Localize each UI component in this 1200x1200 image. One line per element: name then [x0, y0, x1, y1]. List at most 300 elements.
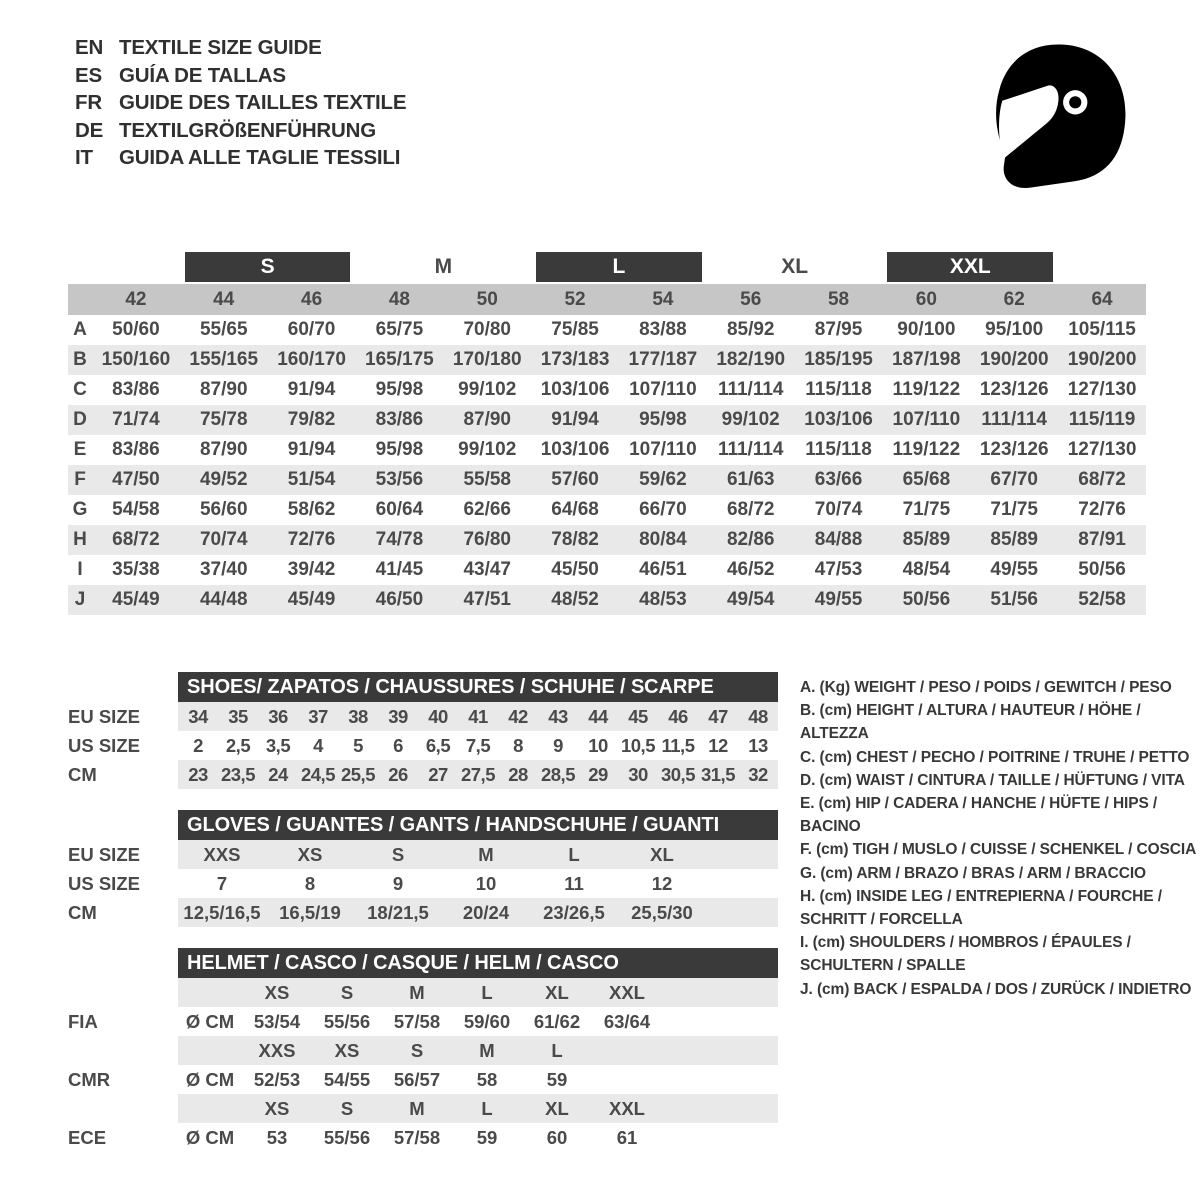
- measurement-cell: 35/38: [112, 559, 160, 580]
- measurement-cell: 74/78: [355, 525, 443, 555]
- row-letter: E: [73, 439, 87, 460]
- row-values: [178, 1007, 778, 1036]
- row-label: US SIZE: [68, 873, 140, 894]
- size-cell: M: [409, 982, 425, 1003]
- size-cell: 10: [475, 873, 497, 894]
- language-label: GUIDA ALLE TAGLIE TESSILI: [119, 146, 401, 169]
- size-number-cell: 64: [1058, 284, 1146, 315]
- measurement-row: [68, 375, 1146, 405]
- size-cell: XXL: [609, 982, 645, 1003]
- size-cell: 8: [513, 735, 523, 756]
- size-cell: XL: [650, 844, 674, 865]
- size-cell: 60: [546, 1127, 568, 1148]
- measurement-cell: 83/86: [355, 405, 443, 435]
- legend-text: TIGH / MUSLO / CUISSE / SCHENKEL / COSCIA: [852, 841, 1197, 859]
- language-code: FR: [75, 91, 102, 114]
- measurement-cell: 52/58: [1058, 585, 1146, 615]
- spacer-cell: [68, 250, 180, 284]
- language-row: [75, 144, 406, 172]
- size-cell: 10,5: [620, 735, 655, 756]
- size-cell: 23,5: [220, 764, 255, 785]
- size-cell: XS: [334, 1040, 360, 1061]
- legend-text: ARM / BRAZO / BRAS / ARM / BRACCIO: [856, 864, 1146, 882]
- size-cell: 42: [508, 706, 528, 727]
- language-code: ES: [75, 63, 102, 87]
- size-cell: XS: [264, 982, 290, 1003]
- helmet-value-row: [68, 1007, 780, 1036]
- spacer-cell: [1058, 250, 1146, 284]
- size-cell: XXL: [609, 1098, 645, 1119]
- measurement-cell: 83/88: [639, 319, 687, 340]
- size-cell: 25,5: [340, 764, 375, 785]
- row-values: [178, 731, 778, 760]
- language-code: DE: [75, 118, 104, 142]
- language-header: [75, 34, 406, 172]
- size-group-label: XXL: [887, 252, 1053, 282]
- measurement-row: [68, 555, 1146, 585]
- row-label: CM: [68, 764, 97, 785]
- measurement-cell: 83/86: [112, 439, 160, 460]
- legend-text: HIP / CADERA / HANCHE / HÜFTE / HIPS / BACINO: [800, 795, 1158, 836]
- size-cell: 46: [668, 706, 688, 727]
- measurement-cell: 123/126: [979, 379, 1049, 400]
- measurement-cell: 95/100: [985, 319, 1044, 340]
- measurement-cell: 177/187: [619, 345, 707, 375]
- measurement-row: [68, 435, 1146, 465]
- size-cell: 44: [588, 706, 608, 727]
- measurement-row: [68, 495, 1146, 525]
- helmet-size-row: [68, 1094, 780, 1123]
- measurement-cell: 87/91: [1058, 525, 1146, 555]
- row-values: [178, 840, 778, 869]
- legend-unit: (cm): [816, 841, 853, 859]
- measurement-cell: 55/58: [443, 465, 531, 495]
- size-cell: 31,5: [700, 764, 735, 785]
- helmet-size-row: [68, 978, 780, 1007]
- size-cell: S: [340, 1098, 354, 1119]
- measurement-cell: 119/122: [892, 379, 961, 400]
- legend-unit: (cm): [816, 980, 854, 998]
- size-group-cell: [707, 250, 883, 284]
- row-letter: F: [68, 465, 92, 495]
- measurement-cell: 60/70: [287, 319, 336, 340]
- helmet-value-row: [68, 1123, 780, 1152]
- size-cell: 26: [388, 764, 408, 785]
- measurement-cell: 71/75: [990, 499, 1038, 520]
- legend-unit: (cm): [819, 887, 857, 905]
- measurement-cell: 70/74: [814, 499, 863, 520]
- legend-unit: (Kg): [819, 679, 855, 696]
- measurement-cell: 58/62: [287, 499, 336, 520]
- size-group-label: L: [536, 252, 702, 282]
- measurement-cell: 91/94: [287, 439, 336, 460]
- measurement-row: [68, 345, 1146, 375]
- measurement-cell: 57/60: [531, 465, 619, 495]
- size-cell: 25,5/30: [631, 902, 693, 923]
- measurement-cell: 55/65: [199, 319, 248, 340]
- measurement-cell: 71/75: [902, 499, 951, 520]
- measurement-cell: 54/58: [112, 499, 160, 520]
- measurement-cell: 80/84: [619, 525, 707, 555]
- size-cell: 2: [193, 735, 203, 756]
- size-cell: 30,5: [660, 764, 695, 785]
- language-code: EN: [75, 36, 104, 59]
- size-cell: 24,5: [300, 764, 335, 785]
- size-cell: 12: [708, 735, 728, 756]
- measurement-cell: 47/51: [443, 585, 531, 615]
- size-cell: S: [391, 844, 405, 865]
- measurement-cell: 60/64: [375, 499, 424, 520]
- size-cell: 20/24: [462, 902, 510, 923]
- size-row: [68, 840, 780, 869]
- size-group-label: S: [185, 252, 351, 282]
- size-cell: 12,5/16,5: [183, 902, 261, 923]
- measurement-cell: 85/89: [882, 525, 970, 555]
- helmet-size-row: [68, 1036, 780, 1065]
- measurement-cell: 53/56: [355, 465, 443, 495]
- standard-label: FIA: [68, 1011, 98, 1032]
- measurement-cell: 127/130: [1067, 379, 1137, 400]
- size-cell: 40: [428, 706, 448, 727]
- measurement-row: [68, 585, 1146, 615]
- row-label: [68, 1094, 178, 1123]
- measurement-cell: 170/180: [443, 345, 531, 375]
- size-cell: 8: [304, 873, 316, 894]
- size-cell: 27: [428, 764, 448, 785]
- legend-key: B.: [800, 702, 820, 720]
- legend-text: BACK / ESPALDA / DOS / ZURÜCK / INDIETRO: [853, 980, 1192, 998]
- measurement-cell: 79/82: [268, 405, 356, 435]
- measurement-cell: 95/98: [375, 379, 424, 400]
- legend-text: CHEST / PECHO / POITRINE / TRUHE / PETTO: [856, 748, 1190, 766]
- size-cell: 7,5: [465, 735, 491, 756]
- row-label: EU SIZE: [68, 706, 140, 727]
- size-number-cell: 62: [970, 284, 1058, 315]
- legend-item: [800, 746, 1198, 769]
- measurement-cell: 37/40: [199, 559, 248, 580]
- measurement-cell: 91/94: [531, 405, 619, 435]
- measurement-cell: 185/195: [795, 345, 883, 375]
- measurement-cell: 45/49: [92, 585, 180, 615]
- measurement-cell: 182/190: [707, 345, 795, 375]
- size-cell: 16,5/19: [279, 902, 341, 923]
- legend-text: HEIGHT / ALTURA / HAUTEUR / HÖHE / ALTEZZA: [800, 702, 1141, 743]
- measurement-cell: 48/53: [619, 585, 707, 615]
- measurement-cell: 173/183: [531, 345, 619, 375]
- size-cell: 53/54: [253, 1011, 301, 1032]
- size-cell: 41: [468, 706, 488, 727]
- main-size-table: [68, 250, 1146, 615]
- size-group-row: [68, 250, 1146, 284]
- size-number-cell: 58: [795, 284, 883, 315]
- size-cell: 61/62: [533, 1011, 581, 1032]
- size-row: [68, 702, 780, 731]
- legend-item: [800, 978, 1198, 1001]
- size-cell: 29: [588, 764, 608, 785]
- measurement-cell: 50/56: [1078, 559, 1126, 580]
- row-values: [178, 978, 778, 1007]
- language-label: TEXTILGRÖßENFÜHRUNG: [119, 118, 376, 142]
- row-values: [178, 760, 778, 789]
- size-cell: 27,5: [460, 764, 495, 785]
- band-corner-cell: [68, 284, 92, 315]
- size-cell: 28,5: [540, 764, 575, 785]
- accessory-tables: [68, 672, 780, 1173]
- row-label: EU SIZE: [68, 844, 140, 865]
- size-cell: 30: [628, 764, 648, 785]
- size-cell: 52/53: [253, 1069, 301, 1090]
- measurement-cell: 105/115: [1068, 319, 1136, 340]
- size-cell: 53: [266, 1127, 288, 1148]
- measurement-cell: 160/170: [268, 345, 356, 375]
- measurement-cell: 85/92: [726, 319, 775, 340]
- size-cell: 32: [748, 764, 768, 785]
- size-cell: 54/55: [323, 1069, 371, 1090]
- measurement-cell: 50/60: [112, 319, 160, 340]
- size-cell: 6,5: [425, 735, 451, 756]
- size-cell: 23: [188, 764, 208, 785]
- size-cell: 61: [616, 1127, 638, 1148]
- language-label: GUÍA DE TALLAS: [119, 63, 286, 87]
- shoes-table-title: SHOES/ ZAPATOS / CHAUSSURES / SCHUHE / SCARPE: [178, 672, 778, 702]
- measurement-cell: 95/98: [375, 439, 424, 460]
- legend-unit: (cm): [818, 795, 856, 813]
- shoes-table: [68, 672, 780, 789]
- measurement-cell: 49/55: [990, 559, 1038, 580]
- size-cell: 57/58: [393, 1011, 441, 1032]
- size-cell: L: [481, 982, 493, 1003]
- measurement-cell: 83/86: [112, 379, 160, 400]
- row-letter: J: [68, 585, 92, 615]
- measurement-cell: 68/72: [726, 499, 775, 520]
- legend-item: [800, 885, 1198, 931]
- unit-label: Ø CM: [185, 1069, 235, 1090]
- measurement-row: [68, 315, 1146, 345]
- measurement-cell: 65/68: [882, 465, 970, 495]
- legend-key: C.: [800, 748, 820, 766]
- gloves-table-rows: [68, 840, 780, 927]
- size-row: [68, 869, 780, 898]
- unit-spacer: [178, 1094, 242, 1123]
- measurement-cell: 95/98: [619, 405, 707, 435]
- size-cell: 11,5: [661, 735, 695, 756]
- size-cell: 59: [546, 1069, 568, 1090]
- measurement-cell: 187/198: [882, 345, 970, 375]
- measurement-cell: 62/66: [463, 499, 511, 520]
- measurement-cell: 99/102: [458, 379, 517, 400]
- size-cell: 43: [548, 706, 568, 727]
- size-cell: 24: [268, 764, 288, 785]
- size-cell: M: [409, 1098, 425, 1119]
- measurement-cell: 111/114: [717, 379, 784, 400]
- size-cell: 55/56: [323, 1127, 371, 1148]
- measurement-row: [68, 405, 1146, 435]
- standard-label: ECE: [68, 1127, 107, 1148]
- measurement-cell: 107/110: [629, 379, 697, 400]
- measurement-cell: 87/90: [443, 405, 531, 435]
- size-cell: 59/60: [463, 1011, 511, 1032]
- measurement-cell: 46/51: [639, 559, 687, 580]
- measurement-cell: 65/75: [375, 319, 424, 340]
- measurement-cell: 68/72: [1058, 465, 1146, 495]
- measurement-cell: 51/54: [268, 465, 356, 495]
- size-cell: 2,5: [225, 735, 251, 756]
- measurement-cell: 66/70: [639, 499, 687, 520]
- row-label: US SIZE: [68, 735, 140, 756]
- measurement-cell: 78/82: [531, 525, 619, 555]
- language-row: [75, 117, 406, 145]
- measurement-cell: 50/56: [882, 585, 970, 615]
- measurement-cell: 87/95: [814, 319, 863, 340]
- size-cell: 63/64: [603, 1011, 651, 1032]
- size-cell: 58: [476, 1069, 498, 1090]
- size-cell: 56/57: [393, 1069, 441, 1090]
- legend-key: J.: [800, 980, 817, 998]
- unit-label: Ø CM: [185, 1011, 235, 1032]
- measurement-cell: 165/175: [355, 345, 443, 375]
- size-cell: L: [551, 1040, 563, 1061]
- size-cell: 48: [748, 706, 768, 727]
- row-values: [178, 1065, 778, 1094]
- unit-spacer: [178, 978, 242, 1007]
- size-number-cell: 54: [619, 284, 707, 315]
- legend-item: [800, 792, 1198, 838]
- size-row: [68, 731, 780, 760]
- measurement-cell: 45/50: [551, 559, 599, 580]
- size-cell: 37: [308, 706, 328, 727]
- row-values: [178, 1123, 778, 1152]
- helmet-table-title: HELMET / CASCO / CASQUE / HELM / CASCO: [178, 948, 778, 978]
- size-cell: 45: [628, 706, 648, 727]
- measurement-cell: 99/102: [458, 439, 517, 460]
- legend-unit: (cm): [820, 864, 857, 882]
- measurement-row: [68, 525, 1146, 555]
- row-letter: C: [73, 379, 87, 400]
- measurement-cell: 107/110: [629, 439, 697, 460]
- measurement-cell: 49/52: [180, 465, 268, 495]
- size-group-cell: [882, 250, 1058, 284]
- size-number-cell: 60: [882, 284, 970, 315]
- size-cell: M: [478, 844, 494, 865]
- legend-key: A.: [800, 679, 820, 696]
- measurement-cell: 91/94: [287, 379, 336, 400]
- size-row: [68, 760, 780, 789]
- measurement-cell: 75/85: [551, 319, 599, 340]
- size-cell: 47: [708, 706, 728, 727]
- size-cell: XXS: [203, 844, 241, 865]
- size-cell: 10: [588, 735, 608, 756]
- legend-text: INSIDE LEG / ENTREPIERNA / FOURCHE / SCHRITT / FORCELLA: [800, 887, 1162, 929]
- size-group-cell: [180, 250, 356, 284]
- measurement-cell: 56/60: [199, 499, 248, 520]
- measurement-cell: 72/76: [268, 525, 356, 555]
- measurement-cell: 63/66: [795, 465, 883, 495]
- measurement-cell: 72/76: [1078, 499, 1126, 520]
- size-number-cell: 42: [92, 284, 180, 315]
- measurement-legend: [800, 676, 1198, 1001]
- measurement-cell: 70/80: [463, 319, 511, 340]
- row-values: [178, 869, 778, 898]
- size-cell: XS: [264, 1098, 290, 1119]
- legend-unit: (cm): [819, 748, 857, 766]
- legend-item: [800, 769, 1198, 792]
- size-cell: 18/21,5: [367, 902, 429, 923]
- row-label: [68, 1036, 178, 1065]
- size-number-row: [68, 284, 1146, 315]
- legend-key: H.: [800, 887, 820, 905]
- row-label: [68, 978, 178, 1007]
- measurement-cell: 84/88: [795, 525, 883, 555]
- helmet-table: [68, 948, 780, 1152]
- size-number-cell: 44: [180, 284, 268, 315]
- measurement-cell: 71/74: [92, 405, 180, 435]
- measurement-cell: 49/55: [795, 585, 883, 615]
- measurement-cell: 150/160: [92, 345, 180, 375]
- row-letter: D: [68, 405, 92, 435]
- measurement-cell: 103/106: [540, 379, 610, 400]
- size-cell: M: [479, 1040, 495, 1061]
- measurement-cell: 111/114: [970, 405, 1058, 435]
- size-number-cell: 56: [707, 284, 795, 315]
- measurement-cell: 48/52: [531, 585, 619, 615]
- size-number-cell: 46: [268, 284, 356, 315]
- measurement-cell: 59/62: [619, 465, 707, 495]
- measurement-cell: 47/53: [814, 559, 863, 580]
- row-label: CM: [68, 902, 97, 923]
- legend-key: F.: [800, 841, 817, 859]
- size-cell: 55/56: [323, 1011, 371, 1032]
- size-cell: L: [568, 844, 580, 865]
- size-cell: 23/26,5: [543, 902, 605, 923]
- measurement-cell: 99/102: [707, 405, 795, 435]
- measurement-cell: 107/110: [882, 405, 970, 435]
- measurement-cell: 68/72: [92, 525, 180, 555]
- measurement-cell: 115/119: [1058, 405, 1146, 435]
- size-number-cell: 48: [355, 284, 443, 315]
- language-code: IT: [75, 146, 93, 169]
- size-cell: 7: [216, 873, 228, 894]
- row-letter: I: [77, 559, 83, 580]
- legend-key: G.: [800, 864, 821, 882]
- legend-text: WEIGHT / PESO / POIDS / GEWITCH / PESO: [854, 679, 1172, 696]
- size-cell: 9: [553, 735, 563, 756]
- row-letter: H: [68, 525, 92, 555]
- size-cell: 4: [313, 735, 323, 756]
- measurement-cell: 45/49: [268, 585, 356, 615]
- language-row: [75, 62, 406, 90]
- size-cell: 3,5: [265, 735, 291, 756]
- measurement-cell: 87/90: [199, 379, 248, 400]
- language-row: [75, 89, 406, 117]
- measurement-cell: 119/122: [892, 439, 961, 460]
- size-group-cell: [531, 250, 707, 284]
- measurement-cell: 76/80: [443, 525, 531, 555]
- measurement-cell: 115/118: [805, 439, 872, 460]
- size-cell: 57/58: [393, 1127, 441, 1148]
- row-values: [178, 1036, 778, 1065]
- measurement-cell: 90/100: [897, 319, 956, 340]
- measurement-cell: 75/78: [180, 405, 268, 435]
- measurement-cell: 111/114: [717, 439, 784, 460]
- legend-unit: (cm): [812, 934, 850, 952]
- measurement-cell: 46/52: [726, 559, 775, 580]
- size-cell: 39: [388, 706, 408, 727]
- size-cell: 35: [228, 706, 248, 727]
- racing-helmet-icon: [973, 40, 1141, 192]
- size-cell: XXS: [258, 1040, 296, 1061]
- helmet-table-rows: [68, 978, 780, 1152]
- size-cell: 34: [188, 706, 208, 727]
